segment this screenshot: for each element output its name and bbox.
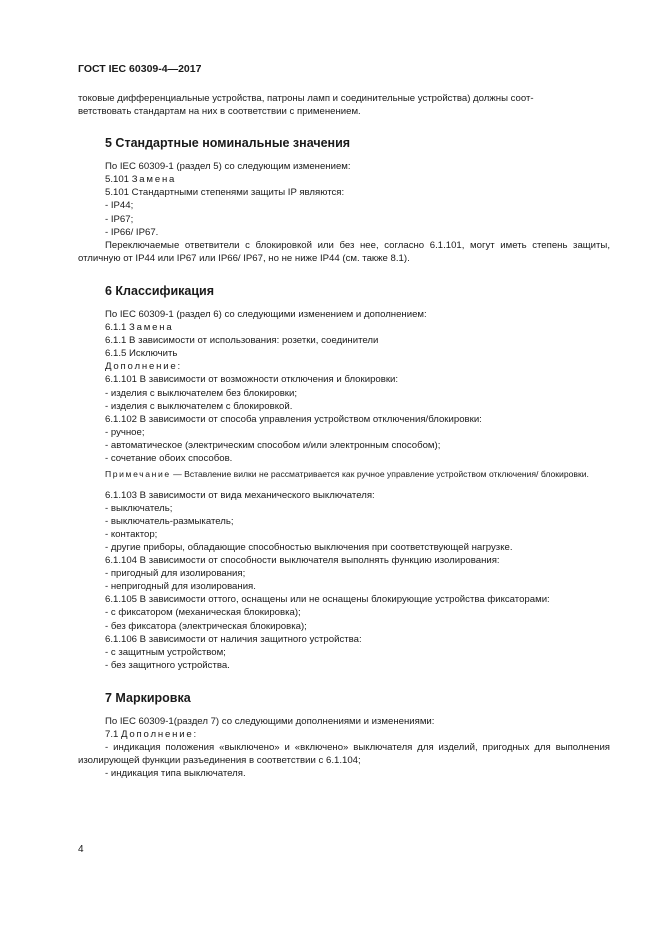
section-5 <box>78 136 610 265</box>
paragraph: 6.1.105 В зависимости оттого, оснащены или не оснащены блокирующие устройства фиксаторами: <box>105 594 550 606</box>
paragraph: По IEC 60309-1 (раздел 5) со следующим изменением: <box>105 161 351 173</box>
note-label: Примечание <box>105 469 171 480</box>
intro-line: ветствовать стандартам на них в соответствии с применением. <box>78 106 361 118</box>
paragraph: 6.1.104 В зависимости от способности выключателя выполнять функцию изолирования: <box>105 555 500 567</box>
spaced-word: Дополнение: <box>121 728 198 740</box>
list-item: - с фиксатором (механическая блокировка); <box>105 607 301 619</box>
section-6 <box>78 284 610 672</box>
list-item: - выключатель; <box>105 502 173 514</box>
document-code: ГОСТ IEC 60309-4—2017 <box>78 63 202 75</box>
list-item: - с защитным устройством; <box>105 646 226 658</box>
paragraph: 6.1.103 В зависимости от вида механического выключателя: <box>105 489 375 501</box>
note <box>78 469 610 481</box>
list-item: - изделия с выключателем с блокировкой. <box>105 400 293 412</box>
list-item: - IP67; <box>105 213 134 225</box>
paragraph: 6.1.5 Исключить <box>105 348 178 360</box>
note-text: — Вставление вилки не рассматривается как ручное управление устройством отключения/ блокировки. <box>170 469 589 480</box>
list-item: - контактор; <box>105 528 158 540</box>
spaced-word: Замена <box>129 322 174 334</box>
section-7 <box>78 691 610 780</box>
list-item: - пригодный для изолирования; <box>105 568 246 580</box>
clause-number: 5.101 <box>105 174 132 186</box>
page-number: 4 <box>78 844 84 855</box>
paragraph: 6.1.102 В зависимости от способа управления устройством отключения/блокировки: <box>105 413 482 425</box>
paragraph: 6.1.106 В зависимости от наличия защитного устройства: <box>105 633 362 645</box>
paragraph: 6.1.1 В зависимости от использования: розетки, соединители <box>105 335 379 347</box>
spaced-word: Замена <box>131 174 177 186</box>
spaced-word: Дополнение: <box>105 361 182 373</box>
section-heading: 6 Классификация <box>105 283 215 298</box>
paragraph: По IEC 60309-1 (раздел 6) со следующими изменением и дополнением: <box>105 308 427 320</box>
list-item: - выключатель-размыкатель; <box>105 515 234 527</box>
paragraph: 5.101 Стандартными степенями защиты IP являются: <box>105 187 345 199</box>
list-item: - другие приборы, обладающие способностью выключения при соответствующей нагрузке. <box>105 541 513 553</box>
section-heading: 7 Маркировка <box>105 690 191 705</box>
addition-label <box>78 728 610 741</box>
replacement-label <box>78 173 610 186</box>
clause-number: 6.1.1 <box>105 322 130 334</box>
paragraph: По IEC 60309-1(раздел 7) со следующими дополнениями и изменениями: <box>105 715 435 727</box>
list-item: - IP44; <box>105 200 134 212</box>
list-item: - сочетание обоих способов. <box>105 452 233 464</box>
list-item: - IP66/ IP67. <box>105 226 159 238</box>
list-item: - без фиксатора (электрическая блокировка); <box>105 620 307 632</box>
replacement-label <box>78 321 610 334</box>
paragraph: 6.1.101 В зависимости от возможности отключения и блокировки: <box>105 374 399 386</box>
list-item: - автоматическое (электрическим способом и/или электронным способом); <box>105 439 441 451</box>
list-item: - индикация положения «выключено» и «включено» выключателя для изделий, пригодных для выполнения изолирующей функции разъединения в соответствии с 6.1.104; <box>78 742 610 767</box>
paragraph: Переключаемые ответвители с блокировкой или без нее, согласно 6.1.101, могут иметь степень защиты, отличную от IP44 или IP67 или IP66/ IP67, но не ниже IP44 (см. также 8.1). <box>78 239 610 264</box>
list-item: - непригодный для изолирования. <box>105 581 256 593</box>
list-item: - ручное; <box>105 426 145 438</box>
addition-label <box>78 360 610 373</box>
page-content <box>78 92 610 780</box>
intro-line: токовые дифференциальные устройства, патроны ламп и соединительные устройства) должны соот- <box>78 93 534 104</box>
list-item: - изделия с выключателем без блокировки; <box>105 387 298 399</box>
clause-number: 7.1 <box>105 728 122 740</box>
list-item: - индикация типа выключателя. <box>105 768 246 780</box>
section-heading: 5 Стандартные номинальные значения <box>105 136 351 151</box>
list-item: - без защитного устройства. <box>105 659 230 671</box>
